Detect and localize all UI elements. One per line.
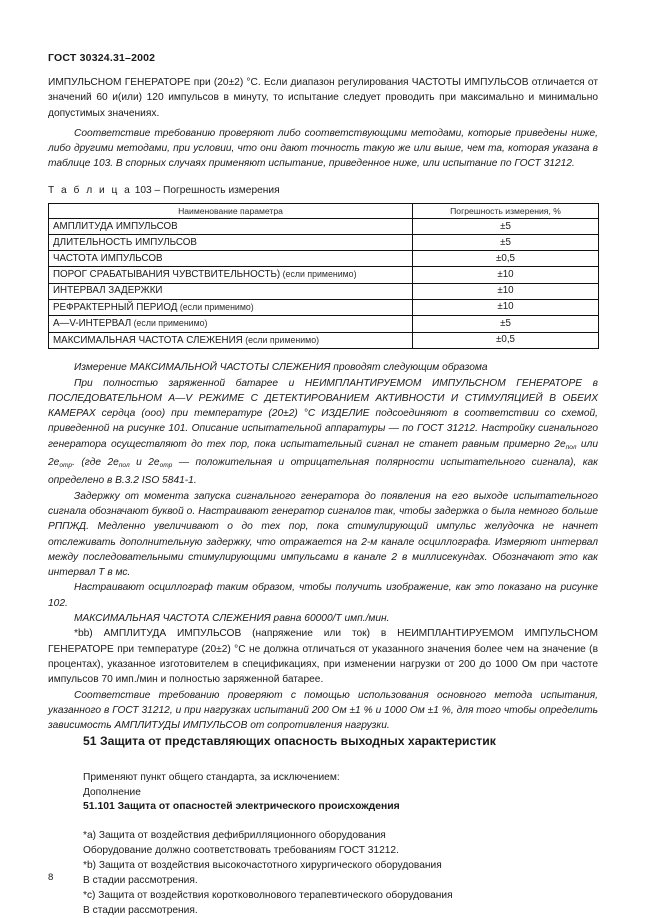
cell-accuracy-value: ±10 [413,283,599,299]
measurement-setup-paragraph [48,376,598,489]
table-caption-title: Погрешность измерения [163,184,280,196]
cell-condition-note: (если применимо) [242,334,320,345]
section-51-101-item: Оборудование должно соответствовать требованиям ГОСТ 31212. [83,845,399,857]
column-header-accuracy: Погрешность измерения, % [413,203,599,219]
measurement-lead-paragraph: Измерение МАКСИМАЛЬНОЙ ЧАСТОТЫ СЛЕЖЕНИЯ проводят следующим образома [74,362,488,374]
cell-accuracy-value: ±0,5 [413,332,599,349]
section-51-101-item: *c) Защита от воздействия коротковолнового терапевтического оборудования [83,890,453,902]
cell-condition-note: (если применимо) [131,318,208,329]
table-row [49,316,599,333]
table-header-row [49,203,599,219]
subscript-pol-2: пол [118,462,130,470]
table-caption-number: 103 [134,184,152,196]
paragraph-bb-amplitude: *bb) АМПЛИТУДА ИМПУЛЬСОВ (напряжение или ток) в НЕИМПЛАНТИРУЕМОМ ИМПУЛЬСНОМ ГЕНЕРАТОРЕ при температуре (20±2) °С не должна отличаться от указанного значения более чем на значение (в процентах), указанное изготовителем в спецификациях, при изменении нагрузки от 200 до 1000 Ом при частоте импульсов 70 имп./мин и полностью заряженной батарее. [48,628,598,686]
paragraph-conformity: Соответствие требованию проверяют с помощью использования основного метода испытания, указанного в ГОСТ 31212, и при нагрузках испытаний 200 Ом ±1 % и 1000 Ом ±1 %, для того чтобы определить зависимость АМПЛИТУДЫ ИМПУЛЬСОВ от сопротивления нагрузки. [48,689,598,732]
setup-mid-3: и 2e [129,457,160,469]
section-51-101-items [48,828,598,918]
table-caption-label: Т а б л и ц а [48,184,132,196]
cell-parameter-name: МАКСИМАЛЬНАЯ ЧАСТОТА СЛЕЖЕНИЯ (если применимо) [49,332,413,349]
cell-accuracy-value: ±0,5 [413,251,599,267]
setup-mid-2: . (где 2e [72,457,119,469]
page-number: 8 [48,872,54,883]
table-header [49,203,599,219]
cell-parameter-name: А—V-ИНТЕРВАЛ (если применимо) [49,316,413,333]
cell-parameter-name: ПОРОГ СРАБАТЫВАНИЯ ЧУВСТВИТЕЛЬНОСТЬ) (если применимо) [49,267,413,284]
table-row [49,267,599,284]
setup-tail: — положительная и отрицательная полярности испытательного сигнала), как определено в В.3.2 ISO 5841-1. [48,457,598,487]
section-51-101-item: *b) Защита от воздействия высокочастотного хирургического оборудования [83,860,442,872]
setup-text-main: При полностью заряженной батарее и НЕИМПЛАНТИРУЕМОМ ИМПУЛЬСНОМ ГЕНЕРАТОРЕ в ПОСЛЕДОВАТЕЛЬНОМ А—V РЕЖИМЕ С ДЕТЕКТИРОВАНИЕМ АКТИВНОСТИ И СТИМУЛЯЦИЕЙ В ОБЕИХ КАМЕРАХ сердца (ооо) при температуре (20±2) °С ИЗДЕЛИЕ подсоединяют в соответствии со схемой, приведенной на рисунке 101. Описание испытательной аппаратуры — по ГОСТ 31212. Настройку сигнального генератора осуществляют до тех пор, пока испытательный сигнал не станет равным примерно 2e [48,377,598,450]
section-51-101-item: В стадии рассмотрения. [83,905,198,917]
table-body [49,219,599,349]
table-row [49,235,599,251]
page-content [48,0,598,918]
cell-condition-note: (если применимо) [280,269,357,280]
intro-paragraph-2: Соответствие требованию проверяют либо соответствующими методами, которые приведены ниже, либо другими методами, при условии, что они дают точность такую же или выше, чем та, которая указана в таблице 103. В спорных случаях применяют испытание, приведенное ниже, или испытание по ГОСТ 31212. [48,127,598,170]
table-row [49,283,599,299]
table-row [49,332,599,349]
standard-header: ГОСТ 30324.31–2002 [48,52,156,64]
table-row [49,299,599,316]
subscript-otr-1: отр [59,462,73,470]
setup-mid-1: или 2e [48,438,598,469]
subscript-pol-1: пол [565,443,577,451]
cell-parameter-name: ЧАСТОТА ИМПУЛЬСОВ [49,251,413,267]
cell-condition-note: (если применимо) [177,301,254,312]
section-51-line-1: Применяют пункт общего стандарта, за исключением: [83,772,340,784]
column-header-parameter-name: Наименование параметра [49,203,413,219]
cell-parameter-name: ДЛИТЕЛЬНОСТЬ ИМПУЛЬСОВ [49,235,413,251]
table-row [49,251,599,267]
cell-accuracy-value: ±10 [413,267,599,284]
section-51-101-heading: 51.101 Защита от опасностей электрического происхождения [83,801,400,813]
subscript-otr-2: отр [159,462,173,470]
section-51-101-item: В стадии рассмотрения. [83,875,198,887]
section-51-101-item: *a) Защита от воздействия дефибрилляционного оборудования [83,830,386,842]
cell-parameter-name: РЕФРАКТЕРНЫЙ ПЕРИОД (если применимо) [49,299,413,316]
table-caption [48,184,598,198]
cell-accuracy-value: ±5 [413,235,599,251]
table-caption-dash: – [154,184,161,196]
cell-accuracy-value: ±5 [413,316,599,333]
section-51-line-2: Дополнение [83,787,141,799]
intro-paragraph-1: ИМПУЛЬСНОМ ГЕНЕРАТОРЕ при (20±2) °С. Если диапазон регулирования ЧАСТОТЫ ИМПУЛЬСОВ отличается от значений 60 и(или) 120 импульсов в минуту, то испытание следует проводить при максимально и минимально допустимых значениях. [48,77,598,119]
measurement-delay-paragraph: Задержку от момента запуска сигнального генератора до появления на его выходе испытательного сигнала обозначают буквой о. Настраивают генератор сигналов так, чтобы задержка о была немного больше РППЖД. Медленно увеличивают о до тех пор, пока стимулирующий импульс желудочка не начнет отслеживать дополнительную задержку, что отражается на 2-м канале осциллографа. Измеряют интервал между последовательными стимулирующими импульсами в канале 2 в миллисекундах. Обозначают это как интервал Т в мс. [48,490,598,579]
measurement-max-rate-paragraph: МАКСИМАЛЬНАЯ ЧАСТОТА СЛЕЖЕНИЯ равна 60000/T имп./мин. [74,613,390,625]
section-51-heading: 51 Защита от представляющих опасность выходных характеристик [83,734,496,749]
measurement-accuracy-table [48,203,599,350]
table-row [49,219,599,235]
cell-parameter-name: АМПЛИТУДА ИМПУЛЬСОВ [49,219,413,235]
cell-parameter-name: ИНТЕРВАЛ ЗАДЕРЖКИ [49,283,413,299]
measurement-oscilloscope-paragraph: Настраивают осциллограф таким образом, чтобы получить изображение, как это показано на рисунке 102. [48,582,598,609]
cell-accuracy-value: ±5 [413,219,599,235]
cell-accuracy-value: ±10 [413,299,599,316]
